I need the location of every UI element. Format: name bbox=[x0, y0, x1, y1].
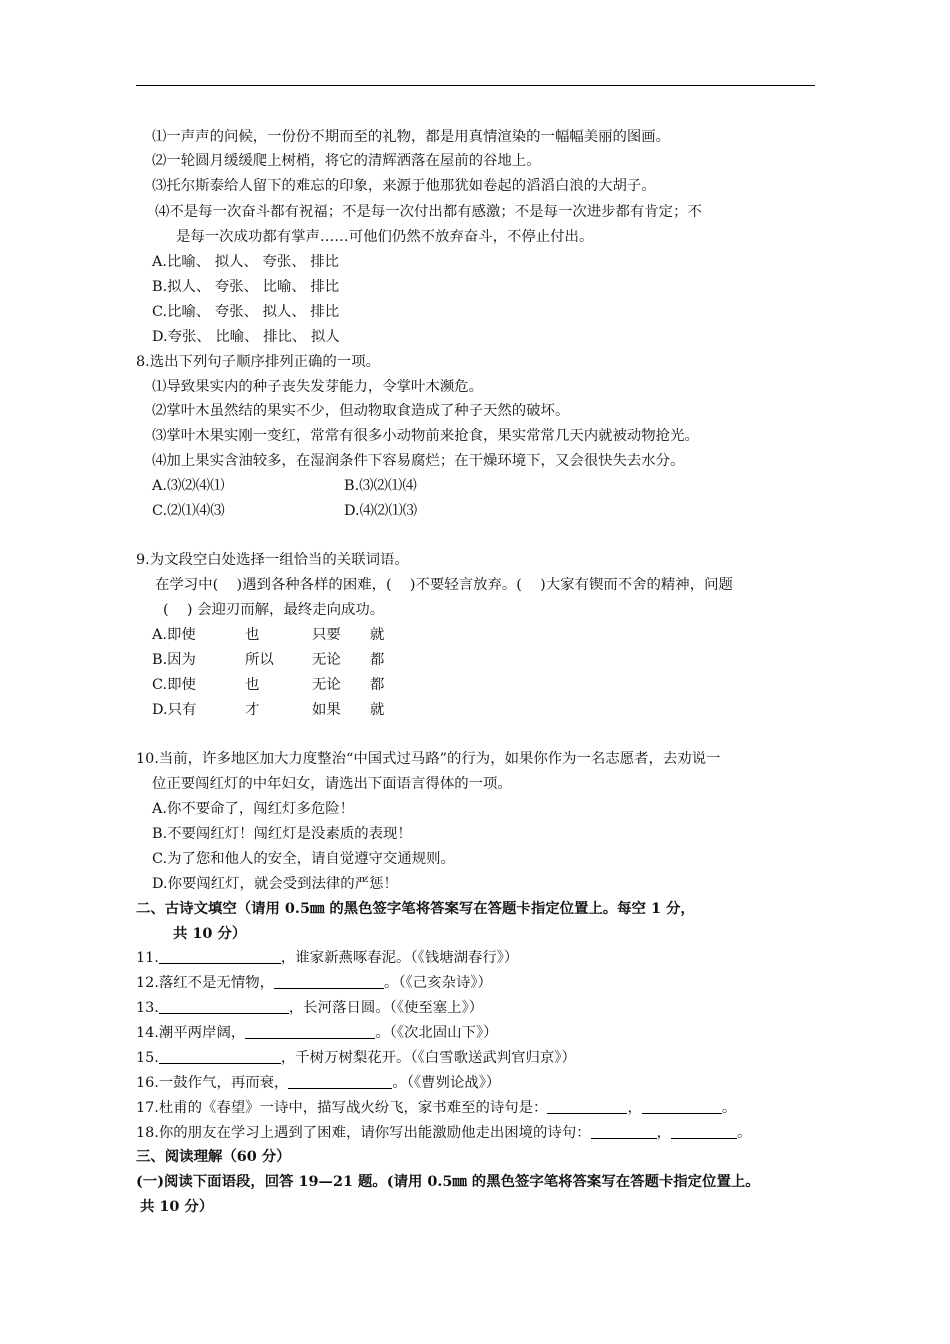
q7-sentence-4b: 是每一次成功都有掌声……可他们仍然不放弃奋斗，不停止付出。 bbox=[176, 229, 594, 245]
q9-option-c-3: 无论 bbox=[312, 677, 341, 693]
q9-option-a-4: 就 bbox=[370, 627, 385, 643]
q15: 15. ，千树万树梨花开。（《白雪歌送武判官归京》） bbox=[136, 1050, 576, 1066]
section3-sub-1: (一)阅读下面语段，回答 19—21 题。(请用 0.5㎜ 的黑色签字笔将答案写在答题卡指定位置上。 bbox=[136, 1173, 760, 1190]
q16-blank[interactable] bbox=[288, 1074, 392, 1089]
q9-option-b-1: B.因为 bbox=[152, 652, 196, 668]
q8-option-d: D.⑷⑵⑴⑶ bbox=[344, 503, 418, 519]
section2-title-1: 二、古诗文填空（请用 0.5㎜ 的黑色签字笔将答案写在答题卡指定位置上。每空 1 分， bbox=[136, 900, 695, 917]
section3-title: 三、阅读理解（60 分） bbox=[136, 1148, 291, 1165]
q8-stem: 8.选出下列句子顺序排列正确的一项。 bbox=[136, 354, 380, 370]
header-rule bbox=[136, 85, 815, 86]
q10-option-d: D.你要闯红灯，就会受到法律的严惩！ bbox=[152, 876, 398, 892]
q8-sentence-3: ⑶掌叶木果实刚一变红，常常有很多小动物前来抢食，果实常常几天内就被动物抢光。 bbox=[152, 428, 699, 444]
q18-blank-2[interactable] bbox=[671, 1124, 737, 1139]
q12-blank[interactable] bbox=[274, 974, 384, 989]
q10-stem-2: 位正要闯红灯的中年妇女，请选出下面语言得体的一项。 bbox=[152, 776, 512, 792]
q7-option-d: D.夸张、 比喻、 排比、 拟人 bbox=[152, 329, 340, 345]
q9-option-d-4: 就 bbox=[370, 702, 385, 718]
q7-sentence-2: ⑵一轮圆月缓缓爬上树梢，将它的清辉洒落在屋前的谷地上。 bbox=[152, 153, 541, 169]
q9-option-c-4: 都 bbox=[370, 677, 385, 693]
q17: 17.杜甫的《春望》一诗中，描写战火纷飞，家书难至的诗句是： ， 。 bbox=[136, 1100, 737, 1116]
q8-option-b: B.⑶⑵⑴⑷ bbox=[344, 478, 417, 494]
q9-option-c-2: 也 bbox=[245, 677, 260, 693]
q9-option-b-4: 都 bbox=[370, 652, 385, 668]
q16: 16.一鼓作气，再而衰， 。（《曹刿论战》） bbox=[136, 1075, 501, 1091]
q9-option-b-3: 无论 bbox=[312, 652, 341, 668]
q10-stem-1: 10.当前，许多地区加大力度整治“中国式过马路”的行为，如果你作为一名志愿者，去劝说一 bbox=[136, 751, 721, 767]
q14: 14.潮平两岸阔， 。（《次北固山下》） bbox=[136, 1025, 498, 1041]
q9-option-d-1: D.只有 bbox=[152, 702, 197, 718]
q10-option-b: B.不要闯红灯！闯红灯是没素质的表现！ bbox=[152, 826, 412, 842]
q17-blank-1[interactable] bbox=[547, 1099, 627, 1114]
q12: 12.落红不是无情物， 。（《己亥杂诗》） bbox=[136, 975, 492, 991]
q18: 18.你的朋友在学习上遇到了困难，请你写出能激励他走出困境的诗句： ， 。 bbox=[136, 1125, 752, 1141]
q8-sentence-2: ⑵掌叶木虽然结的果实不少，但动物取食造成了种子天然的破坏。 bbox=[152, 403, 570, 419]
q7-option-b: B.拟人、 夸张、 比喻、 排比 bbox=[152, 279, 340, 295]
q9-stem: 9.为文段空白处选择一组恰当的关联词语。 bbox=[136, 552, 409, 568]
q11: 11. ，谁家新燕啄春泥。（《钱塘湖春行》） bbox=[136, 950, 519, 966]
q13: 13. ，长河落日圆。（《使至塞上》） bbox=[136, 1000, 484, 1016]
q11-blank[interactable] bbox=[159, 949, 281, 964]
q9-option-a-2: 也 bbox=[245, 627, 260, 643]
q8-sentence-4: ⑷加上果实含油较多，在湿润条件下容易腐烂；在干燥环境下，又会很快失去水分。 bbox=[152, 453, 685, 469]
q8-sentence-1: ⑴导致果实内的种子丧失发芽能力，令掌叶木濒危。 bbox=[152, 379, 483, 395]
q18-blank-1[interactable] bbox=[591, 1124, 657, 1139]
section3-sub-2: 共 10 分） bbox=[140, 1198, 214, 1215]
q9-passage-2: ( ) 会迎刃而解，最终走向成功。 bbox=[163, 602, 385, 618]
q14-blank[interactable] bbox=[245, 1024, 375, 1039]
q15-blank[interactable] bbox=[159, 1049, 281, 1064]
q9-option-d-2: 才 bbox=[245, 702, 260, 718]
q9-option-a-1: A.即使 bbox=[152, 627, 196, 643]
q9-option-b-2: 所以 bbox=[245, 652, 274, 668]
q17-blank-2[interactable] bbox=[642, 1099, 722, 1114]
q10-option-c: C.为了您和他人的安全，请自觉遵守交通规则。 bbox=[152, 851, 455, 867]
q9-option-a-3: 只要 bbox=[312, 627, 341, 643]
q9-option-c-1: C.即使 bbox=[152, 677, 196, 693]
q7-sentence-4a: ⑷不是每一次奋斗都有祝福；不是每一次付出都有感激；不是每一次进步都有肯定；不 bbox=[155, 204, 702, 220]
q9-passage-1: 在学习中( )遇到各种各样的困难，( )不要轻言放弃。( )大家有锲而不舍的精神，问题 bbox=[155, 577, 733, 593]
section2-title-2: 共 10 分） bbox=[173, 925, 247, 942]
q10-option-a: A.你不要命了，闯红灯多危险！ bbox=[152, 801, 355, 817]
q7-option-c: C.比喻、 夸张、 拟人、 排比 bbox=[152, 304, 340, 320]
q7-sentence-3: ⑶托尔斯泰给人留下的难忘的印象，来源于他那犹如卷起的滔滔白浪的大胡子。 bbox=[152, 178, 656, 194]
q7-sentence-1: ⑴一声声的问候，一份份不期而至的礼物，都是用真情渲染的一幅幅美丽的图画。 bbox=[152, 129, 671, 145]
q13-blank[interactable] bbox=[159, 999, 289, 1014]
q8-option-a: A.⑶⑵⑷⑴ bbox=[152, 478, 225, 494]
q8-option-c: C.⑵⑴⑷⑶ bbox=[152, 503, 225, 519]
q9-option-d-3: 如果 bbox=[312, 702, 341, 718]
q7-option-a: A.比喻、 拟人、 夸张、 排比 bbox=[152, 254, 339, 270]
